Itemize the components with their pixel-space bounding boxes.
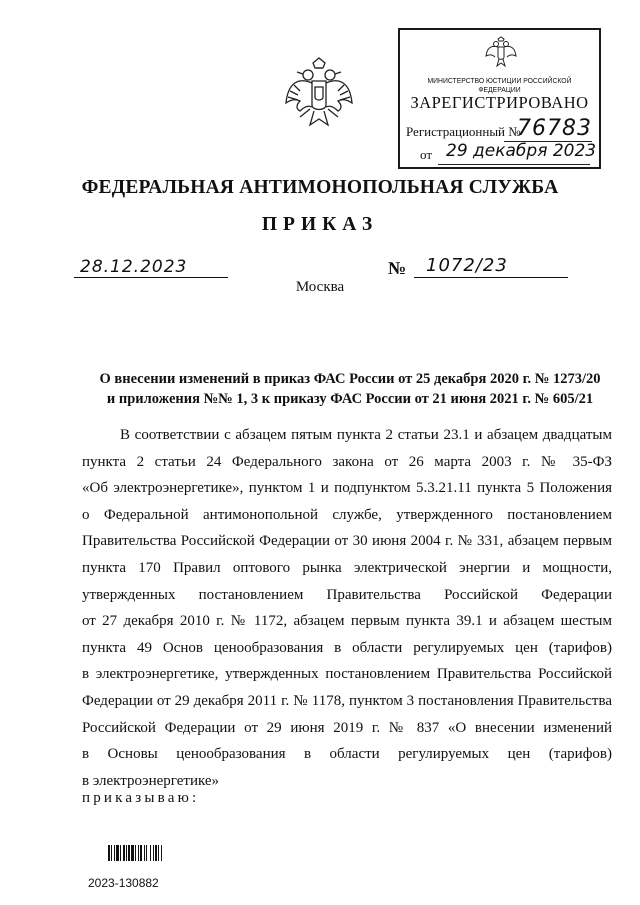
date-underline bbox=[74, 277, 228, 278]
document-type: ПРИКАЗ bbox=[261, 214, 379, 235]
stamp-date-underline bbox=[438, 164, 590, 165]
body-line: Правительства Российской Федерации от 30 июня 2004 г. № 331, абзацем первым bbox=[82, 533, 612, 550]
stamp-emblem-icon bbox=[484, 36, 518, 68]
document-title bbox=[80, 369, 620, 409]
order-date: 28.12.2023 bbox=[80, 257, 188, 277]
order-number: 1072/23 bbox=[426, 255, 508, 276]
stamp-date-handwritten: 29 декабря 2023 bbox=[446, 141, 597, 161]
body-line: в Основы ценообразования в области регулируемых цен (тарифов) bbox=[82, 746, 612, 763]
body-paragraph bbox=[82, 422, 612, 794]
barcode bbox=[108, 845, 178, 861]
body-line: Российской Федерации от 29 июня 2019 г. № 837 «О внесении изменений bbox=[82, 719, 612, 736]
body-line: В соответствии с абзацем пятым пункта 2 статьи 23.1 и абзацем двадцатым bbox=[120, 427, 612, 443]
body-line: утвержденных постановлением Правительства Российской Федерации bbox=[82, 586, 612, 603]
title-line-1: О внесении изменений в приказ ФАС России от 25 декабря 2020 г. № 1273/20 bbox=[99, 371, 601, 387]
body-line: пункта 49 Основ ценообразования в области регулируемых цен (тарифов) bbox=[82, 639, 612, 656]
number-underline bbox=[414, 277, 568, 278]
stamp-reg-number: 76783 bbox=[517, 116, 592, 141]
body-line: о Федеральной антимонопольной службе, утвержденного постановлением bbox=[82, 506, 612, 523]
body-line: в электроэнергетике» bbox=[82, 772, 220, 789]
organization-name: ФЕДЕРАЛЬНАЯ АНТИМОНОПОЛЬНАЯ СЛУЖБА bbox=[81, 177, 559, 198]
coat-of-arms-emblem bbox=[278, 55, 360, 135]
body-line: Федерации от 29 декабря 2011 г. № 1178, пунктом 3 постановления Правительства bbox=[82, 692, 612, 709]
title-line-2: и приложения №№ 1, 3 к приказу ФАС России от 21 июня 2021 г. № 605/21 bbox=[106, 391, 594, 407]
body-line: «Об электроэнергетике», пунктом 1 и подпунктом 5.3.21.11 пункта 5 Положения bbox=[82, 480, 612, 497]
body-line: пункта 2 статьи 24 Федерального закона от 26 марта 2003 г. № 35-ФЗ bbox=[82, 453, 612, 470]
body-line: пункта 170 Правил оптового рынка электрической энергии и мощности, bbox=[82, 559, 612, 576]
registration-stamp bbox=[398, 28, 601, 169]
stamp-reg-label: Регистрационный № bbox=[406, 124, 521, 139]
number-sign: № bbox=[388, 258, 407, 278]
document-code: 2023-130882 bbox=[88, 876, 159, 890]
city: Москва bbox=[295, 279, 345, 295]
stamp-status: ЗАРЕГИСТРИРОВАНО bbox=[410, 93, 589, 112]
body-line: в электроэнергетике, утвержденных постановлением Правительства Российской bbox=[82, 666, 612, 683]
order-word: приказываю: bbox=[82, 790, 200, 806]
stamp-ministry-text: МИНИСТЕРСТВО ЮСТИЦИИ РОССИЙСКОЙ ФЕДЕРАЦИИ bbox=[427, 76, 572, 94]
stamp-date-prefix: от bbox=[420, 147, 433, 162]
body-line: от 27 декабря 2010 г. № 1172, абзацем первым пункта 39.1 и абзацем шестым bbox=[82, 613, 612, 630]
